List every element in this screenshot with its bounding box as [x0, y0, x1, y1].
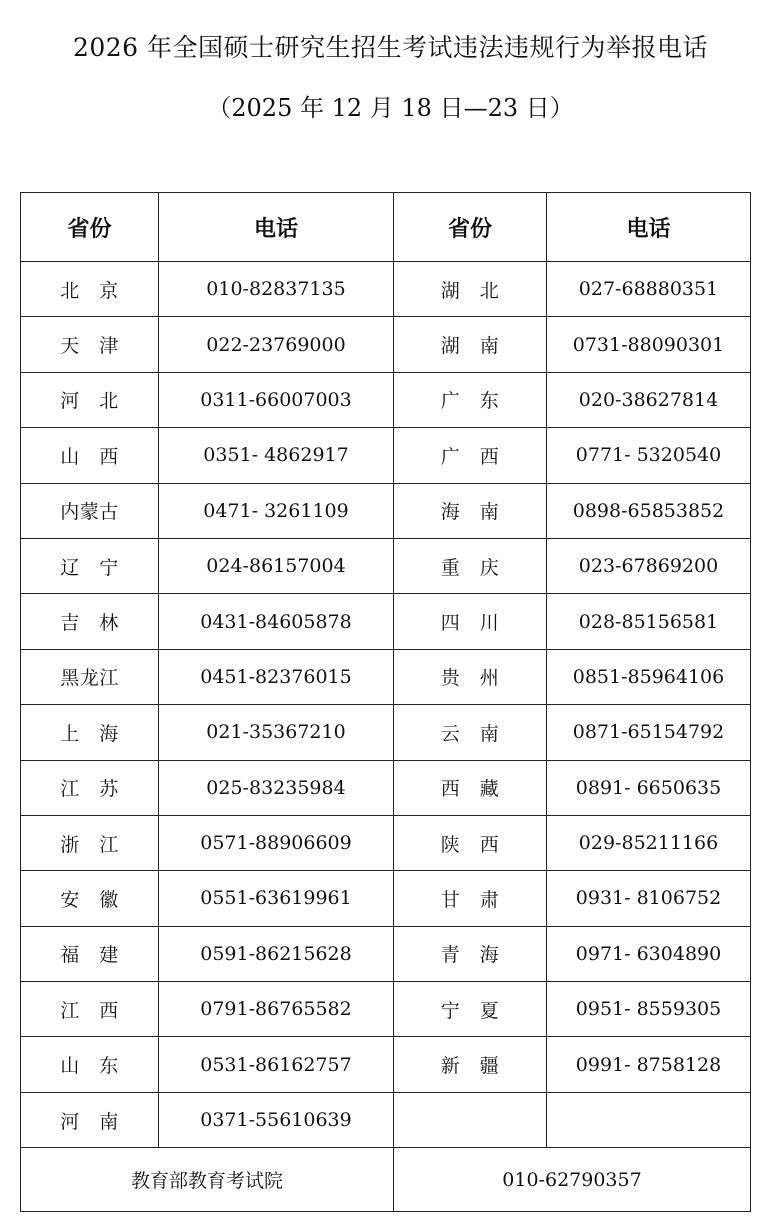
- table-row: [21, 982, 751, 1037]
- province-cell: 黑龙江: [21, 649, 159, 704]
- table-row: [21, 428, 751, 483]
- province-cell: 湖 南: [394, 317, 547, 372]
- province-cell: 青 海: [394, 926, 547, 981]
- phone-cell: 0851-85964106: [547, 649, 751, 704]
- phone-cell: 0351- 4862917: [159, 428, 394, 483]
- hotline-table: [20, 192, 751, 1212]
- province-cell: 贵 州: [394, 649, 547, 704]
- phone-cell: 0551-63619961: [159, 871, 394, 926]
- header-phone-right: 电话: [547, 193, 751, 262]
- phone-cell: 0471- 3261109: [159, 483, 394, 538]
- footer-phone: 010-62790357: [394, 1148, 751, 1212]
- table-row: [21, 926, 751, 981]
- table-row: [21, 594, 751, 649]
- document-date-range: （2025 年 12 月 18 日—23 日）: [207, 94, 574, 122]
- table-row: [21, 871, 751, 926]
- header-province-right: 省份: [394, 193, 547, 262]
- province-cell: 西 藏: [394, 760, 547, 815]
- province-cell: 河 南: [21, 1092, 159, 1147]
- phone-cell: 023-67869200: [547, 538, 751, 593]
- phone-cell: 0531-86162757: [159, 1037, 394, 1092]
- province-cell: 山 东: [21, 1037, 159, 1092]
- province-cell: 山 西: [21, 428, 159, 483]
- phone-cell: 0891- 6650635: [547, 760, 751, 815]
- province-cell: [394, 1092, 547, 1147]
- province-cell: 重 庆: [394, 538, 547, 593]
- province-cell: 陕 西: [394, 815, 547, 870]
- phone-cell: 0371-55610639: [159, 1092, 394, 1147]
- header-province-left: 省份: [21, 193, 159, 262]
- table-row: [21, 705, 751, 760]
- table-row: [21, 1092, 751, 1147]
- phone-cell: 0731-88090301: [547, 317, 751, 372]
- phone-cell: 0431-84605878: [159, 594, 394, 649]
- table-row: [21, 1037, 751, 1092]
- table-row: [21, 815, 751, 870]
- province-cell: 天 津: [21, 317, 159, 372]
- province-cell: 河 北: [21, 372, 159, 427]
- document-title: 2026 年全国硕士研究生招生考试违法违规行为举报电话: [72, 33, 709, 62]
- province-cell: 广 西: [394, 428, 547, 483]
- footer-org: 教育部教育考试院: [21, 1148, 394, 1212]
- province-cell: 海 南: [394, 483, 547, 538]
- phone-cell: 0791-86765582: [159, 982, 394, 1037]
- table-header-row: [21, 193, 751, 262]
- province-cell: 新 疆: [394, 1037, 547, 1092]
- phone-cell: 020-38627814: [547, 372, 751, 427]
- phone-cell: 0871-65154792: [547, 705, 751, 760]
- table-row: [21, 538, 751, 593]
- phone-cell: 022-23769000: [159, 317, 394, 372]
- phone-cell: 029-85211166: [547, 815, 751, 870]
- phone-cell: 0451-82376015: [159, 649, 394, 704]
- province-cell: 甘 肃: [394, 871, 547, 926]
- phone-cell: 024-86157004: [159, 538, 394, 593]
- table-row: [21, 649, 751, 704]
- table-row: [21, 372, 751, 427]
- phone-cell: 021-35367210: [159, 705, 394, 760]
- phone-cell: 0991- 8758128: [547, 1037, 751, 1092]
- table-row: [21, 262, 751, 317]
- province-cell: 辽 宁: [21, 538, 159, 593]
- phone-cell: 0898-65853852: [547, 483, 751, 538]
- phone-cell: 0571-88906609: [159, 815, 394, 870]
- phone-cell: 025-83235984: [159, 760, 394, 815]
- phone-cell: 010-82837135: [159, 262, 394, 317]
- province-cell: 宁 夏: [394, 982, 547, 1037]
- header-phone-left: 电话: [159, 193, 394, 262]
- table-row: [21, 483, 751, 538]
- province-cell: 云 南: [394, 705, 547, 760]
- phone-cell: 028-85156581: [547, 594, 751, 649]
- province-cell: 北 京: [21, 262, 159, 317]
- footer-row: [21, 1148, 751, 1212]
- province-cell: 江 西: [21, 982, 159, 1037]
- province-cell: 湖 北: [394, 262, 547, 317]
- province-cell: 吉 林: [21, 594, 159, 649]
- phone-cell: 0311-66007003: [159, 372, 394, 427]
- province-cell: 上 海: [21, 705, 159, 760]
- phone-cell: 0591-86215628: [159, 926, 394, 981]
- phone-cell: 027-68880351: [547, 262, 751, 317]
- phone-cell: [547, 1092, 751, 1147]
- table-row: [21, 317, 751, 372]
- table-row: [21, 760, 751, 815]
- province-cell: 四 川: [394, 594, 547, 649]
- province-cell: 江 苏: [21, 760, 159, 815]
- phone-cell: 0971- 6304890: [547, 926, 751, 981]
- province-cell: 浙 江: [21, 815, 159, 870]
- province-cell: 安 徽: [21, 871, 159, 926]
- phone-cell: 0931- 8106752: [547, 871, 751, 926]
- province-cell: 内蒙古: [21, 483, 159, 538]
- province-cell: 广 东: [394, 372, 547, 427]
- province-cell: 福 建: [21, 926, 159, 981]
- phone-cell: 0771- 5320540: [547, 428, 751, 483]
- phone-cell: 0951- 8559305: [547, 982, 751, 1037]
